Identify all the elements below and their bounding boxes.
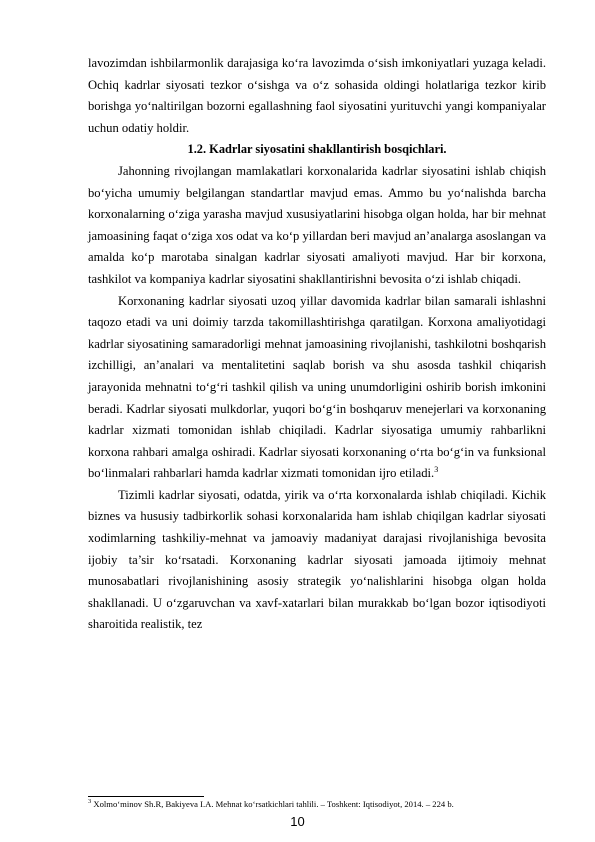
paragraph — [88, 291, 546, 485]
footnote-divider — [88, 796, 204, 797]
page-number: 10 — [290, 814, 305, 829]
paragraph: Jahonning rivojlangan mamlakatlari korxonalarida kadrlar siyosatini ishlab chiqish bo‘yicha umumiy belgilangan standartlar mavjud emas. Ammo bu yo‘nalishda barcha korxonalarning o‘ziga yarasha mavjud xususiyatlarini hisobga olgan holda, har bir mehnat jamoasining faqat o‘ziga xos odat va ko‘p yillardan beri mavjud an’analarga asoslangan va amalda ko‘p marotaba sinalgan kadrlar siyosati amaliyoti mavjud. Har bir korxona, tashkilot va kompaniya kadrlar siyosatini shakllantirishni bevosita o‘zi ishlab chiqadi. — [88, 163, 546, 286]
section-heading: 1.2. Kadrlar siyosatini shakllantirish bosqichlari. — [187, 142, 447, 157]
footnote-mark: 3 — [88, 798, 92, 806]
document-body — [88, 53, 546, 636]
paragraph: Tizimli kadrlar siyosati, odatda, yirik va o‘rta korxonalarda ishlab chiqiladi. Kichik biznes va hususiy tadbirkorlik sohasi korxonalarida ham ishlab chiqilgan kadrlar siyosati xodimlarning tashkiliy-mehnat va jamoaviy madaniyat darajasi rivojlanishiga bevosita ijobiy ta’sir ko‘rsatadi. Korxonaning kadrlar siyosati jamoada ijtimoiy mehnat munosabatlari rivojlanishining asosiy strategik yo‘nalishlarini hisobga olgan holda shakllanadi. U o‘zgaruvchan va xavf-xatarlari bilan murakkab bo‘lgan bozor iqtisodiyoti sharoitida realistik, tez — [88, 487, 546, 632]
paragraph-continuation: lavozimdan ishbilarmonlik darajasiga ko‘ra lavozimda o‘sish imkoniyatlari yuzaga keladi. Ochiq kadrlar siyosati tezkor o‘sishga va o‘z sohasida oldingi holatlariga tezkor kirib borishga yo‘naltirilgan bozorni egallashning faol siyosatini yurituvchi yangi kompaniyalar uchun odatiy holdir. — [88, 56, 546, 135]
footnote — [88, 799, 546, 810]
footnote-text: Xolmo‘minov Sh.R, Bakiyeva I.A. Mehnat ko‘rsatkichlari tahlili. – Toshkent: Iqtisodiyot, 2014. – 224 b. — [91, 799, 454, 809]
footnote-reference: 3 — [434, 465, 439, 475]
paragraph-text: Korxonaning kadrlar siyosati uzoq yillar davomida kadrlar bilan samarali ishlashni taqozo etadi va uni doimiy tarzda takomillashtirishga qaratilgan. Korxona amaliyotidagi kadrlar siyosatining samaradorligi mehnat jamoasining rivojlanishi, tashkilotni boshqarish izchilligi, an’analari va mentalitetini saqlab borish va shu asosda tashkil chiqarish jarayonida mehnatni to‘g‘ri tashkil qilish va uning unumdorligini oshirib borish imkonini beradi. Kadrlar siyosati mulkdorlar, yuqori bo‘g‘in boshqaruv menejerlari va korxonaning kadrlar xizmati tomonidan ishlab chiqiladi. Kadrlar siyosatiga umumiy rahbarlikni korxona rahbari amalga oshiradi. Kadrlar siyosati korxonaning o‘rta bo‘g‘in va funksional bo‘linmalari rahbarlari hamda kadrlar xizmati tomonidan ijro etiladi. — [88, 293, 546, 481]
